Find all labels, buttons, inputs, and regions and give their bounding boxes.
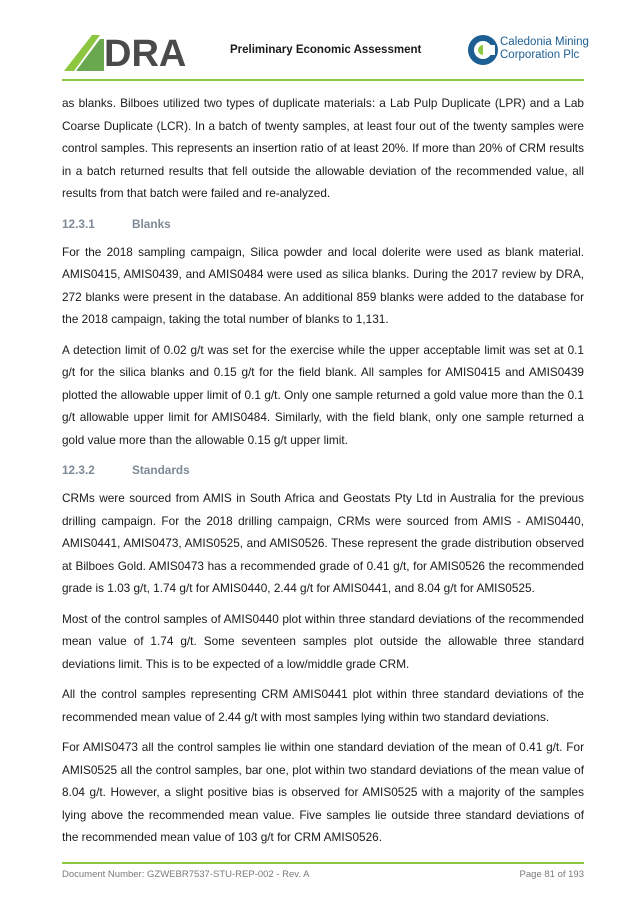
standards-paragraph-4: For AMIS0473 all the control samples lie within one standard deviation of the mean of 0.41 g/t. For AMIS0525 all the control samples, bar one, plot within two standard deviations of the mean value of 8.04 g/t. However, a slight positive bias is observed for AMIS0525 with a majority of the samples lying above the recommended mean value. Five samples lie outside three standard deviations of the recommended mean value of 103 g/t for CRM AMIS0526. [62,740,584,844]
section-title: Standards [132,463,190,477]
blanks-paragraph-2: A detection limit of 0.02 g/t was set for the exercise while the upper acceptable limit was set at 0.1 g/t for the silica blanks and 0.15 g/t for the field blank. All samples for AMIS0415 and AMIS0439 plotted the allowable upper limit of 0.1 g/t. Only one sample returned a gold value more than the 0.1 g/t allowable upper limit for AMIS0484. Similarly, with the field blank, only one sample returned a gold value more than the allowable 0.15 g/t upper limit. [62,342,584,447]
standards-paragraph-1: CRMs were sourced from AMIS in South Africa and Geostats Pty Ltd in Australia for the previous drilling campaign. For the 2018 drilling campaign, CRMs were sourced from AMIS - AMIS0440, AMIS0441, AMIS0473, AMIS0525, and AMIS0526. These represent the grade distribution observed at Bilboes Gold. AMIS0473 has a recommended grade of 0.41 g/t, for AMIS0526 the recommended grade is 1.03 g/t, 1.74 g/t for AMIS0440, 2.44 g/t for AMIS0441, and 8.04 g/t for AMIS0525. [62,491,584,595]
caledonia-logo-line1: Caledonia Mining [500,36,589,48]
blanks-paragraph-1: For the 2018 sampling campaign, Silica powder and local dolerite were used as blank material. AMIS0415, AMIS0439, and AMIS0484 were used as silica blanks. During the 2017 review by DRA, 272 blanks were present in the database. An additional 859 blanks were added to the database for the 2018 campaign, taking the total number of blanks to 1,131. [62,244,584,326]
section-title: Blanks [132,216,171,231]
section-number: 12.3.2 [62,463,95,477]
page-header-title: Preliminary Economic Assessment [230,44,422,56]
document-body [62,92,584,857]
page-number: Page 81 of 193 [519,869,584,880]
page-header [0,0,644,80]
intro-paragraph: as blanks. Bilboes utilized two types of duplicate materials: a Lab Pulp Duplicate (LPR) and a Lab Coarse Duplicate (LCR). In a batch of twenty samples, at least four out of the twenty samples were control samples. This represents an insertion ratio of at least 20%. If more than 20% of CRM results in a batch returned results that fell outside the allowable deviation of the recommended value, all results from that batch were failed and re-analyzed. [62,96,584,200]
section-heading-standards [62,459,584,481]
dra-logo [64,33,200,71]
header-divider [62,79,584,81]
standards-paragraph-2: Most of the control samples of AMIS0440 plot within three standard deviations of the recommended mean value of 1.74 g/t. Some seventeen samples plot outside the allowable three standard deviations limit. This is to be expected of a low/middle grade CRM. [62,611,584,671]
caledonia-logo-line2: Corporation Plc [500,49,580,61]
document-number: Document Number: GZWEBR7537-STU-REP-002 - Rev. A [62,869,310,880]
section-number: 12.3.1 [62,216,95,231]
standards-paragraph-3: All the control samples representing CRM AMIS0441 plot within three standard deviations of the recommended mean value of 2.44 g/t with most samples lying within two standard deviations. [62,687,584,724]
section-heading-blanks [62,213,584,235]
footer-divider [62,862,584,864]
caledonia-logo-text [500,36,589,62]
dra-logo-text: DRA [104,33,187,71]
